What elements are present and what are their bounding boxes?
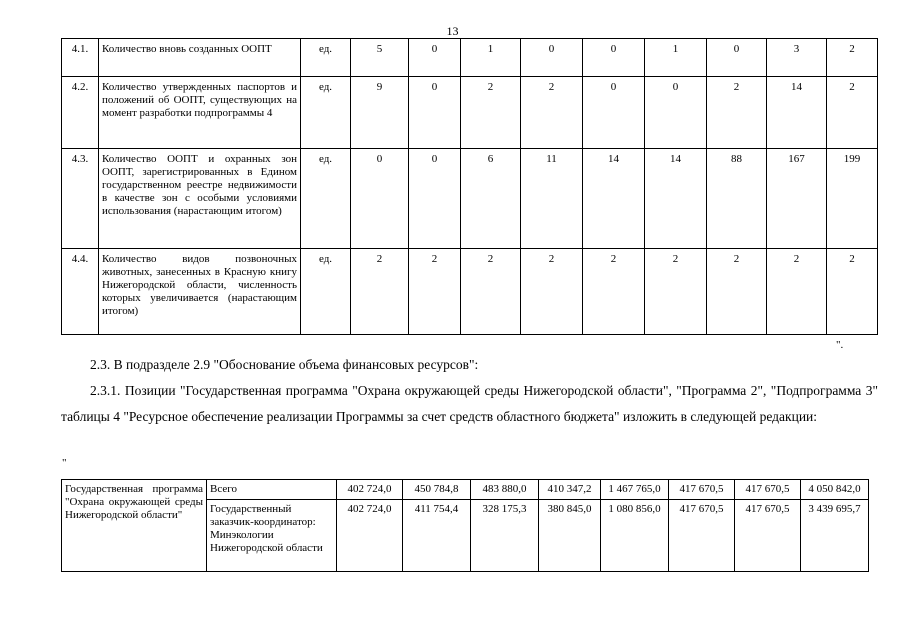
value-cell: 2 — [351, 249, 409, 335]
funding-table — [61, 479, 869, 572]
value-cell: 0 — [409, 149, 461, 249]
amount-cell: 380 845,0 — [539, 500, 601, 572]
unit-cell: ед. — [301, 249, 351, 335]
value-cell: 0 — [409, 39, 461, 77]
unit-cell: ед. — [301, 39, 351, 77]
value-cell: 2 — [645, 249, 707, 335]
amount-cell: 417 670,5 — [669, 500, 735, 572]
table-row — [62, 480, 869, 500]
row-number: 4.1. — [62, 39, 99, 77]
row-number: 4.2. — [62, 77, 99, 149]
indicator-description: Количество вновь созданных ООПТ — [99, 39, 301, 77]
page-number: 13 — [446, 24, 459, 38]
value-cell: 88 — [707, 149, 767, 249]
value-cell: 9 — [351, 77, 409, 149]
value-cell: 0 — [583, 39, 645, 77]
unit-cell: ед. — [301, 77, 351, 149]
unit-cell: ед. — [301, 149, 351, 249]
funding-source-cell: Всего — [207, 480, 337, 500]
value-cell: 2 — [707, 77, 767, 149]
value-cell: 2 — [409, 249, 461, 335]
amount-cell: 328 175,3 — [471, 500, 539, 572]
value-cell: 0 — [583, 77, 645, 149]
funding-source-cell: Государственный заказчик-координатор: Минэкологии Нижегородской области — [207, 500, 337, 572]
value-cell: 11 — [521, 149, 583, 249]
amount-cell: 4 050 842,0 — [801, 480, 869, 500]
row-number: 4.4. — [62, 249, 99, 335]
value-cell: 0 — [645, 77, 707, 149]
value-cell: 1 — [645, 39, 707, 77]
value-cell: 2 — [707, 249, 767, 335]
amount-cell: 450 784,8 — [403, 480, 471, 500]
value-cell: 6 — [461, 149, 521, 249]
value-cell: 2 — [521, 249, 583, 335]
value-cell: 14 — [645, 149, 707, 249]
value-cell: 199 — [827, 149, 878, 249]
closing-quote: ". — [836, 339, 844, 351]
value-cell: 14 — [767, 77, 827, 149]
amount-cell: 411 754,4 — [403, 500, 471, 572]
value-cell: 0 — [351, 149, 409, 249]
indicator-description: Количество видов позвоночных животных, занесенных в Красную книгу Нижегородской области, численность которых увеличивается (нарастающим итогом) — [99, 249, 301, 335]
indicator-description: Количество утвержденных паспортов и положений об ООПТ, существующих на момент разработки подпрограммы 4 — [99, 77, 301, 149]
amount-cell: 483 880,0 — [471, 480, 539, 500]
value-cell: 167 — [767, 149, 827, 249]
row-number: 4.3. — [62, 149, 99, 249]
table-row — [62, 249, 878, 335]
indicators-table — [61, 38, 878, 335]
paragraph-2-3-1: 2.3.1. Позиции "Государственная программа "Охрана окружающей среды Нижегородской области", "Программа 2", "Подпрограмма 3" таблицы 4 "Ресурсное обеспечение реализации Программы за счет средств областного бюджета" изложить в следующей редакции: — [61, 383, 878, 424]
amount-cell: 402 724,0 — [337, 500, 403, 572]
value-cell: 3 — [767, 39, 827, 77]
value-cell: 0 — [707, 39, 767, 77]
value-cell: 2 — [583, 249, 645, 335]
amount-cell: 1 080 856,0 — [601, 500, 669, 572]
value-cell: 2 — [461, 249, 521, 335]
amount-cell: 3 439 695,7 — [801, 500, 869, 572]
value-cell: 2 — [827, 77, 878, 149]
value-cell: 5 — [351, 39, 409, 77]
value-cell: 14 — [583, 149, 645, 249]
amount-cell: 1 467 765,0 — [601, 480, 669, 500]
table-row — [62, 149, 878, 249]
amount-cell: 402 724,0 — [337, 480, 403, 500]
indicator-description: Количество ООПТ и охранных зон ООПТ, зарегистрированных в Едином государственном реестре недвижимости в качестве зон с особыми условиями использования (нарастающим итогом) — [99, 149, 301, 249]
value-cell: 2 — [827, 249, 878, 335]
value-cell: 2 — [521, 77, 583, 149]
program-name-cell: Государственная программа "Охрана окружающей среды Нижегородской области" — [62, 480, 207, 572]
value-cell: 2 — [767, 249, 827, 335]
value-cell: 0 — [521, 39, 583, 77]
value-cell: 2 — [827, 39, 878, 77]
value-cell: 0 — [409, 77, 461, 149]
amount-cell: 417 670,5 — [735, 500, 801, 572]
amount-cell: 417 670,5 — [669, 480, 735, 500]
value-cell: 1 — [461, 39, 521, 77]
paragraph-2-3: 2.3. В подразделе 2.9 "Обоснование объема финансовых ресурсов": — [90, 357, 479, 372]
opening-quote: " — [62, 457, 67, 469]
table-row — [62, 77, 878, 149]
amount-cell: 410 347,2 — [539, 480, 601, 500]
table-row — [62, 39, 878, 77]
value-cell: 2 — [461, 77, 521, 149]
amount-cell: 417 670,5 — [735, 480, 801, 500]
